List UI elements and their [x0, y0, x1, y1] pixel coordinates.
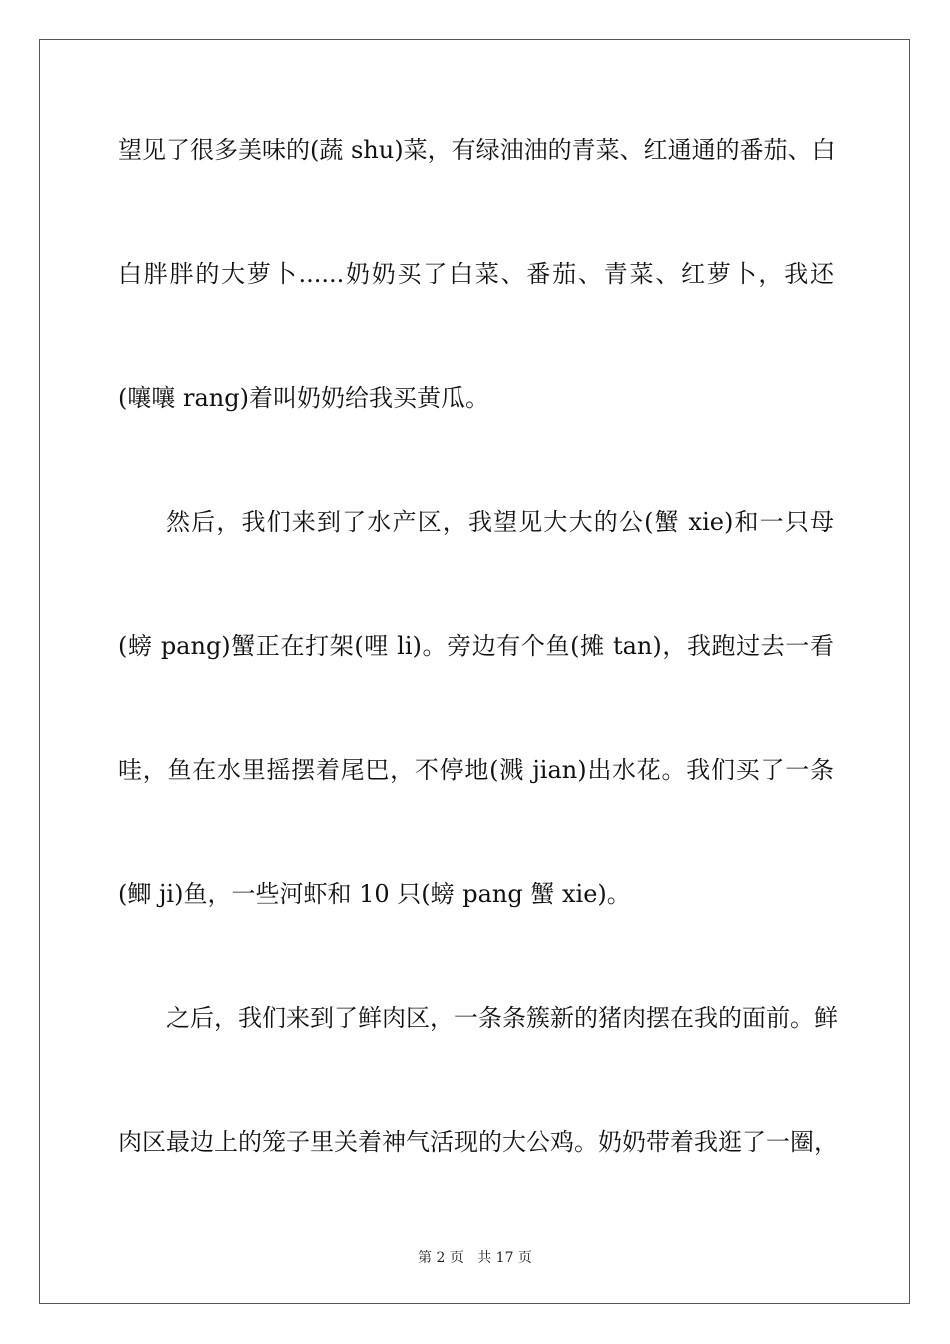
- text-line-3: (嚷嚷 rang)着叫奶奶给我买黄瓜。: [118, 384, 489, 412]
- text-line-6: 哇，鱼在水里摇摆着尾巴，不停地(溅 jian)出水花。我们买了一条: [118, 756, 834, 784]
- text-line-4: 然后，我们来到了水产区，我望见大大的公(蟹 xie)和一只母: [166, 508, 834, 536]
- page-footer: [0, 1247, 950, 1267]
- text-line-2: 白胖胖的大萝卜......奶奶买了白菜、番茄、青菜、红萝卜，我还: [118, 260, 834, 288]
- page-number: 第 2 页: [418, 1250, 464, 1266]
- page-total: 共 17 页: [477, 1250, 532, 1266]
- text-line-7: (鲫 ji)鱼，一些河虾和 10 只(螃 pang 蟹 xie)。: [118, 880, 631, 908]
- text-line-1: 望见了很多美味的(蔬 shu)菜，有绿油油的青菜、红通通的番茄、白: [118, 136, 836, 164]
- page-border: [39, 39, 910, 1304]
- text-line-9: 肉区最边上的笼子里关着神气活现的大公鸡。奶奶带着我逛了一圈，: [118, 1128, 838, 1156]
- text-line-5: (螃 pang)蟹正在打架(哩 li)。旁边有个鱼(摊 tan)，我跑过去一看: [118, 632, 834, 660]
- text-line-8: 之后，我们来到了鲜肉区，一条条簇新的猪肉摆在我的面前。鲜: [166, 1004, 838, 1032]
